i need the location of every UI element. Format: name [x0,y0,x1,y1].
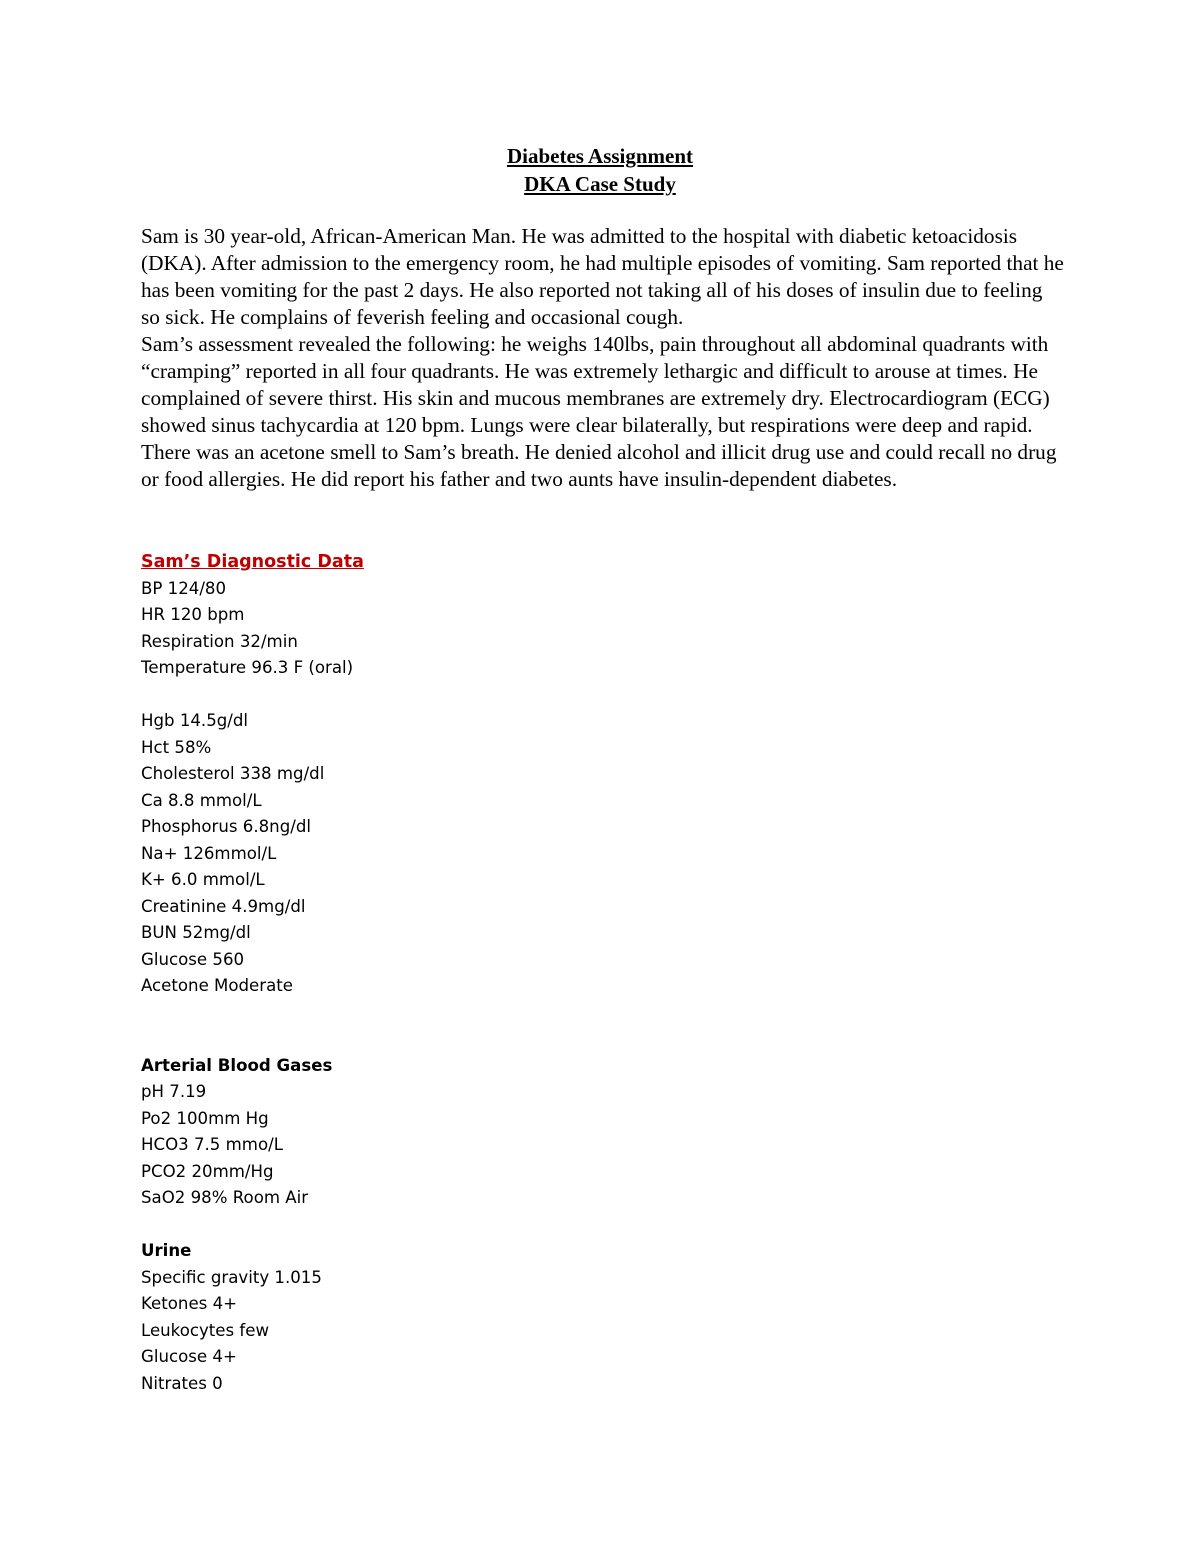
spacer [141,1212,841,1239]
lab-glucose: Glucose 560 [141,949,245,969]
lab-creatinine: Creatinine 4.9mg/dl [141,896,306,916]
vital-temperature: Temperature 96.3 F (oral) [141,658,354,677]
diagnostic-data [141,549,841,1397]
narrative-paragraph-history: Sam is 30 year-old, African-American Man. He was admitted to the hospital with diabetic ketoacidosis (DKA). After admission to the emergency room, he had multiple episodes of vomiting. Sam reported that he has been vomiting for the past 2 days. He also reported not taking all of his doses of insulin due to feeling so sick. He complains of feverish feeling and occasional cough. [141,224,1064,329]
lab-phosphorus: Phosphorus 6.8ng/dl [141,817,311,836]
abg-ph: pH 7.19 [141,1082,207,1101]
urine-specific-gravity: Specific gravity 1.015 [141,1267,322,1287]
narrative-paragraph-assessment: Sam’s assessment revealed the following: he weighs 140lbs, pain throughout all abdominal quadrants with “cramping” reported in all four quadrants. He was extremely lethargic and difficult to arouse at times. He complained of severe thirst. His skin and mucous membranes are extremely dry. Electrocardiogram (ECG) showed sinus tachycardia at 120 bpm. Lungs were clear bilaterally, but respirations were deep and rapid. There was an acetone smell to Sam’s breath. He denied alcohol and illicit drug use and could recall no drug or food allergies. He did report his father and two aunts have insulin-dependent diabetes. [141,332,1057,491]
lab-ca: Ca 8.8 mmol/L [141,790,262,810]
spacer [141,1000,841,1053]
diagnostic-heading: Sam’s Diagnostic Data [141,552,364,572]
lab-acetone: Acetone Moderate [141,976,293,995]
urine-leukocytes: Leukocytes few [141,1320,270,1340]
vital-bp: BP 124/80 [141,578,227,598]
lab-cholesterol: Cholesterol 338 mg/dl [141,764,325,783]
lab-potassium: K+ 6.0 mmol/L [141,870,265,889]
abg-heading: Arterial Blood Gases [141,1055,333,1075]
urine-nitrates: Nitrates 0 [141,1373,223,1393]
lab-sodium: Na+ 126mmol/L [141,843,277,863]
abg-pco2: PCO2 20mm/Hg [141,1161,274,1181]
document-title: Diabetes Assignment [506,144,694,168]
vital-hr: HR 120 bpm [141,605,245,624]
abg-po2: Po2 100mm Hg [141,1108,269,1128]
lab-hgb: Hgb 14.5g/dl [141,711,249,730]
spacer [141,682,841,709]
urine-ketones: Ketones 4+ [141,1294,238,1313]
urine-heading: Urine [141,1241,192,1260]
urine-glucose: Glucose 4+ [141,1347,237,1366]
document-subtitle: DKA Case Study [524,172,676,196]
lab-bun: BUN 52mg/dl [141,923,251,942]
abg-hco3: HCO3 7.5 mmo/L [141,1135,283,1154]
lab-hct: Hct 58% [141,737,212,757]
case-narrative [141,223,1066,493]
title-block [0,142,1200,198]
abg-sao2: SaO2 98% Room Air [141,1188,309,1207]
vital-respiration: Respiration 32/min [141,631,298,651]
